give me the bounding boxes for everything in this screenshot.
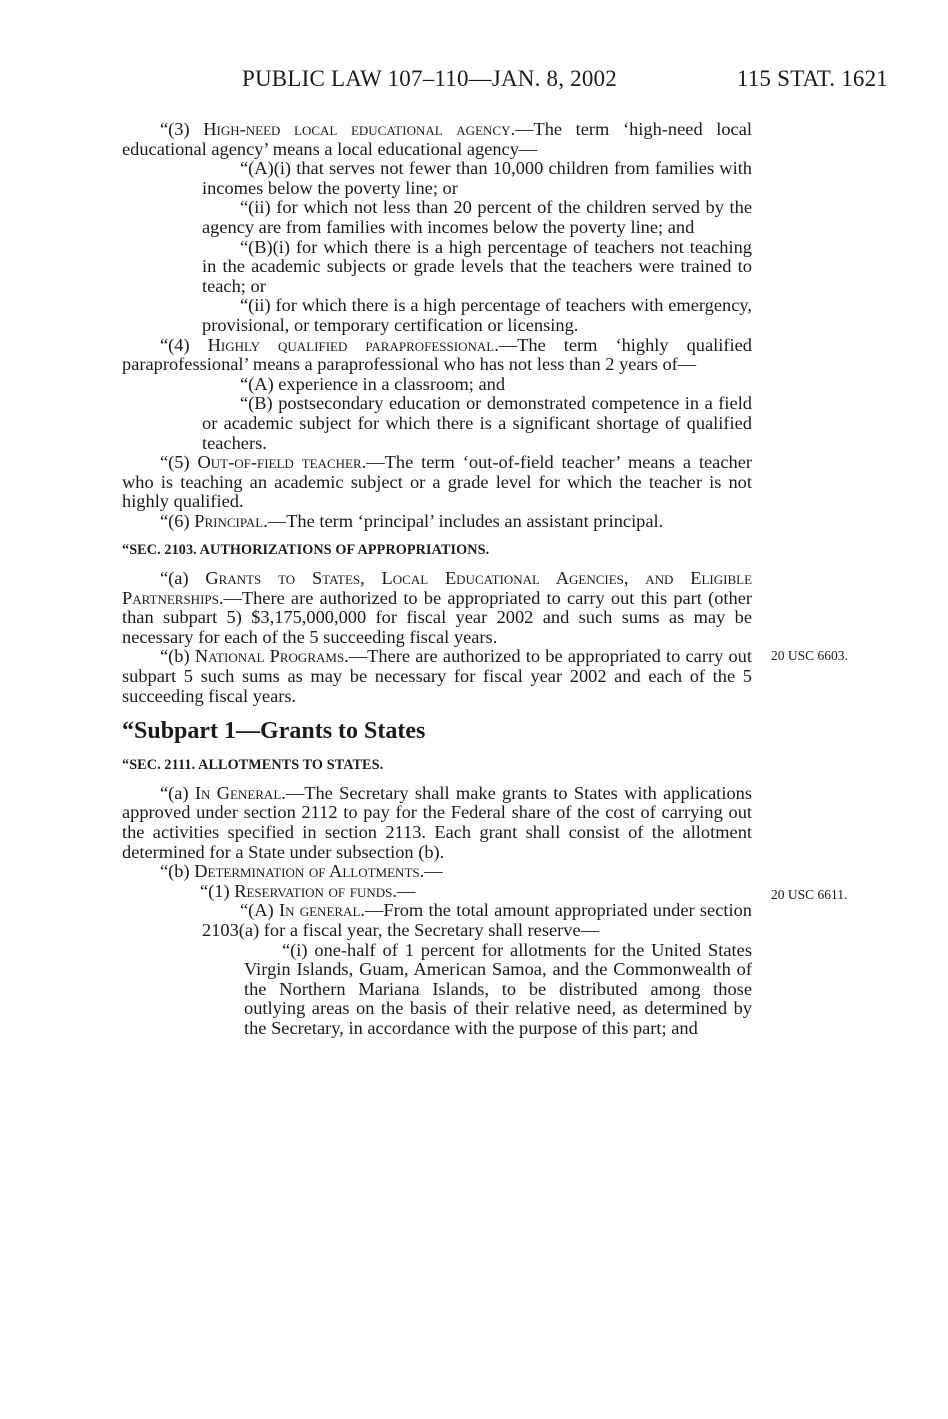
section-2111-b-1: “(1) Reservation of funds.— [200, 880, 416, 901]
section-2103-b: “(b) National Programs.—There are authorized to be appropriated to carry out subpart 5 such sums as may be necessary for fiscal year 2002 and each of the 5 succeeding fiscal years. [122, 646, 752, 706]
section-2103-heading: “SEC. 2103. AUTHORIZATIONS OF APPROPRIATIONS. [122, 542, 490, 559]
definition-3-A-i: “(A)(i) that serves not fewer than 10,000 children from families with incomes below the poverty line; or [202, 158, 752, 198]
definition-5: “(5) Out-of-field teacher.—The term ‘out-of-field teacher’ means a teacher who is teaching an academic subject or a grade level for which the teacher is not highly qualified. [122, 452, 752, 512]
subpart-1-heading: “Subpart 1—Grants to States [122, 718, 426, 745]
section-2111-b: “(b) Determination of Allotments.— [160, 861, 443, 882]
section-2111-b-1-A: “(A) In general.—From the total amount appropriated under section 2103(a) for a fiscal year, the Secretary shall reserve— [202, 900, 752, 940]
running-header-left: PUBLIC LAW 107–110—JAN. 8, 2002 [242, 66, 617, 91]
running-header-right: 115 STAT. 1621 [736, 66, 888, 91]
definition-3-B-i: “(B)(i) for which there is a high percentage of teachers not teaching in the academic subjects or grade levels that the teachers were trained to teach; or [202, 236, 752, 296]
margin-note-usc-6603: 20 USC 6603. [771, 648, 848, 663]
section-2111-b-1-A-i: “(i) one-half of 1 percent for allotments for the United States Virgin Islands, Guam, American Samoa, and the Commonwealth of the Northern Mariana Islands, to be distributed among those outlying areas on the basis of their relative need, as determined by the Secretary, in accordance with the purpose of this part; and [244, 939, 752, 1038]
definition-4: “(4) Highly qualified paraprofessional.—The term ‘highly qualified paraprofessional’ means a paraprofessional who has not less than 2 years of— [122, 334, 752, 375]
margin-note-usc-6611: 20 USC 6611. [771, 887, 848, 902]
definition-3: “(3) High-need local educational agency.—The term ‘high-need local educational agency’ means a local educational agency— [122, 119, 752, 159]
section-2111-a: “(a) In General.—The Secretary shall make grants to States with applications approved under section 2112 to pay for the Federal share of the cost of carrying out the activities specified in section 2113. Each grant shall consist of the allotment determined for a State under subsection (b). [122, 782, 753, 862]
section-2111-heading: “SEC. 2111. ALLOTMENTS TO STATES. [122, 757, 384, 774]
definition-3-A-ii: “(ii) for which not less than 20 percent of the children served by the agency are from families with incomes below the poverty line; and [202, 197, 752, 237]
definition-4-B: “(B) postsecondary education or demonstrated competence in a field or academic subject for which there is a significant shortage of qualified teachers. [202, 393, 752, 453]
section-2103-a: “(a) Grants to States, Local Educational Agencies, and Eligible Partnerships.—There are authorized to be appropriated to carry out this part (other than subpart 5) $3,175,000,000 for fiscal year 2002 and such sums as may be necessary for each of the 5 succeeding fiscal years. [122, 568, 753, 647]
definition-3-B-ii: “(ii) for which there is a high percentage of teachers with emergency, provisional, or temporary certification or licensing. [202, 295, 752, 335]
definition-4-A: “(A) experience in a classroom; and [240, 373, 506, 394]
body-text [122, 120, 752, 1039]
definition-6: “(6) Principal.—The term ‘principal’ includes an assistant principal. [160, 510, 664, 531]
